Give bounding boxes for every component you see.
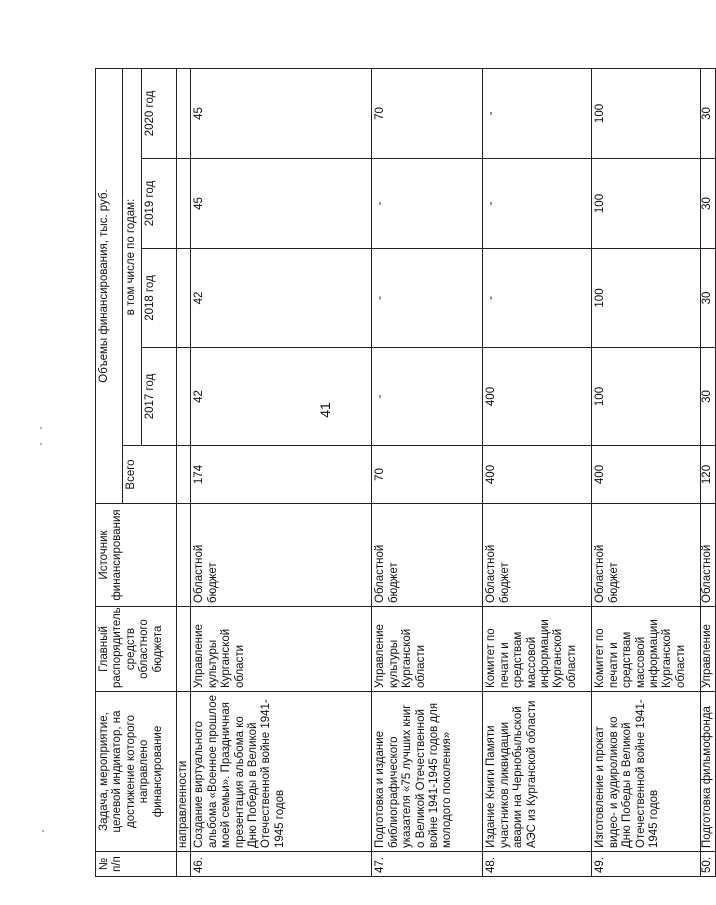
row-source: Областной бюджет <box>191 504 372 607</box>
row-total: 400 <box>592 446 701 504</box>
row-source: Областной <box>701 504 715 607</box>
row-manager: Управление <box>701 607 715 692</box>
table-row <box>701 68 715 876</box>
table-row <box>191 68 372 876</box>
row-2019: 30 <box>701 159 715 249</box>
header-year-2018: 2018 год <box>142 249 177 348</box>
table-cell <box>177 446 191 504</box>
header-total: Всего <box>123 446 177 504</box>
table-cell <box>177 68 191 158</box>
row-2020: 30 <box>701 68 715 158</box>
row-task: Подготовка и издание библиографического указателя «75 лучших книг о Великой Отечественной войне 1941-1945 годов для молодого поколения» <box>372 692 483 852</box>
row-2019: 100 <box>592 159 701 249</box>
header-year-2020: 2020 год <box>142 68 177 158</box>
table-row <box>177 68 191 876</box>
header-year-2019: 2019 год <box>142 159 177 249</box>
row-task: Издание Книги Памяти участников ликвидации аварии на Чернобыльской АЭС из Курганской области <box>483 692 592 852</box>
row-num: 48. <box>483 852 592 877</box>
row-2017: 42 <box>191 348 372 446</box>
row-task: Изготовление и прокат видео- и аудироликов ко Дню Победы в Великой Отечественной войне 1941-1945 годов <box>592 692 701 852</box>
header-manager: Главный распорядитель средств областного бюджета <box>96 607 177 692</box>
header-task: Задача, мероприятие, целевой индикатор, на достижение которого направлено финансирование <box>96 692 177 852</box>
row-2018: 30 <box>701 249 715 348</box>
scan-speck <box>40 443 42 445</box>
funding-table <box>95 68 716 877</box>
row-num: 49. <box>592 852 701 877</box>
row-total: 400 <box>483 446 592 504</box>
table-cell <box>177 607 191 692</box>
row-num: 47. <box>372 852 483 877</box>
row-manager: Управление культуры Курганской области <box>191 607 372 692</box>
table-row <box>372 68 483 876</box>
row-manager: Управление культуры Курганской области <box>372 607 483 692</box>
row-source: Областной бюджет <box>483 504 592 607</box>
header-funding: Объемы финансирования, тыс. руб. <box>96 68 123 503</box>
table-row <box>483 68 592 876</box>
row-2019: 45 <box>191 159 372 249</box>
row-2019: - <box>372 159 483 249</box>
row-2020: - <box>483 68 592 158</box>
row-total: 174 <box>191 446 372 504</box>
rotated-table-container <box>95 69 714 877</box>
scan-speck <box>42 830 44 832</box>
row-task: Создание виртуального альбома «Военное прошлое моей семьи». Праздничная презентация альбома ко Дню Победы в Великой Отечественной войне 1941-1945 годов <box>191 692 372 852</box>
row-source: Областной бюджет <box>372 504 483 607</box>
page-number: 41 <box>317 402 333 418</box>
row-source: Областной бюджет <box>592 504 701 607</box>
scan-speck <box>40 427 42 429</box>
row-2018: 42 <box>191 249 372 348</box>
row-2017: 100 <box>592 348 701 446</box>
table-cell <box>177 852 191 877</box>
table-cell <box>177 504 191 607</box>
row-2018: - <box>372 249 483 348</box>
header-num: № п/п <box>96 852 177 877</box>
header-source: Источник финансирования <box>96 504 177 607</box>
table-row <box>592 68 701 876</box>
row-2020: 45 <box>191 68 372 158</box>
row-2017: 400 <box>483 348 592 446</box>
row-task: Подготовка фильмофонда <box>701 692 715 852</box>
header-year-2017: 2017 год <box>142 348 177 446</box>
row-2019: - <box>483 159 592 249</box>
row-total: 70 <box>372 446 483 504</box>
row-2018: - <box>483 249 592 348</box>
header-by-years: в том числе по годам: <box>123 68 142 445</box>
table-cell <box>177 249 191 348</box>
row-num: 50. <box>701 852 715 877</box>
row-2017: - <box>372 348 483 446</box>
table-cell <box>177 348 191 446</box>
table-cell <box>177 159 191 249</box>
row-num: 46. <box>191 852 372 877</box>
row-2017: 30 <box>701 348 715 446</box>
row-manager: Комитет по печати и средствам массовой информации Курганской области <box>483 607 592 692</box>
continuation-text: направленности <box>177 692 191 852</box>
row-2018: 100 <box>592 249 701 348</box>
row-2020: 100 <box>592 68 701 158</box>
row-manager: Комитет по печати и средствам массовой информации Курганской области <box>592 607 701 692</box>
row-total: 120 <box>701 446 715 504</box>
row-2020: 70 <box>372 68 483 158</box>
